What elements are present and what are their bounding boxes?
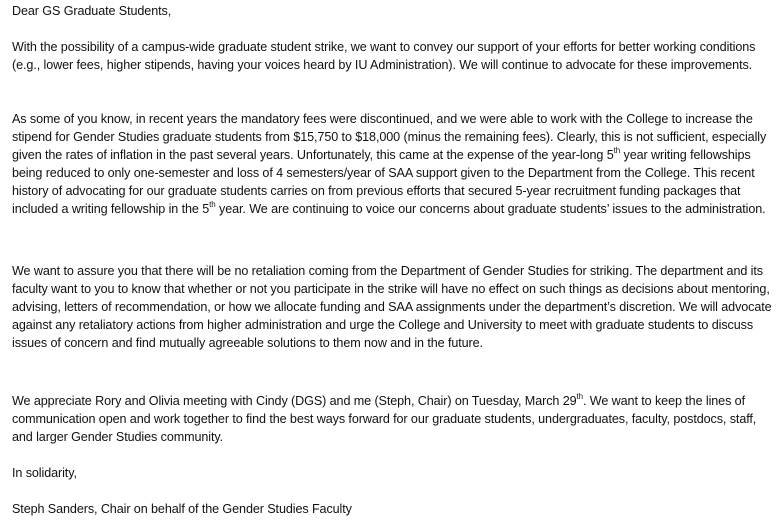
closing: In solidarity, [12,466,77,480]
superscript-th-1: th [613,145,621,155]
signature-line: Steph Sanders, Chair on behalf of the Gender Studies Faculty [12,502,352,516]
paragraph-support-strike: With the possibility of a campus-wide graduate student strike, we want to convey our support of your efforts for better working conditions (e.g., lower fees, higher stipends, having your voices heard by IU Administration). We will continue to advocate for these improvements. [12,40,756,72]
paragraph-fees-stipend-history [12,110,778,218]
paragraph-meeting-text-a: We appreciate Rory and Olivia meeting with Cindy (DGS) and me (Steph, Chair) on Tuesday, March 29 [12,394,577,408]
paragraph-fees-text-c: year. We are continuing to voice our concerns about graduate students’ issues to the administration. [215,202,766,216]
paragraph-no-retaliation: We want to assure you that there will be no retaliation coming from the Department of Gender Studies for striking. The department and its faculty want to you to know that whether or not you participate in the strike will have no effect on such things as decisions about mentoring, advising, letters of recommendation, or how we allocate funding and SAA assignments under the department’s discretion. We will advocate against any retaliatory actions from higher administration and urge the College and University to meet with graduate students to discuss issues of concern and find mutually agreeable solutions to them now and in the future. [12,264,772,350]
salutation: Dear GS Graduate Students, [12,4,172,18]
superscript-th-2: th [209,199,216,209]
paragraph-meeting-text-b: . We want to keep the lines of communication open and work together to find the best ways forward for our graduate students, undergraduates, faculty, postdocs, staff, and larger Gender Studies community. [12,394,757,444]
paragraph-meeting-appreciation [12,392,778,446]
superscript-th-3: th [576,391,583,401]
paragraph-fees-text-a: As some of you know, in recent years the mandatory fees were discontinued, and we were able to work with the College to increase the stipend for Gender Studies graduate students from $15,750 to $18,000 (minus the remaining fees). Clearly, this is not sufficient, especially given the rates of inflation in the past several years. Unfortunately, this came at the expense of the year-long 5 [12,112,767,162]
paragraph-fees-text-b: year writing fellowships being reduced to only one-semester and loss of 4 semesters/year of SAA support given to the Department from the College. This recent history of advocating for our graduate students carries on from previous efforts that secured 5-year recruitment funding packages that included a writing fellowship in the 5 [12,148,755,216]
